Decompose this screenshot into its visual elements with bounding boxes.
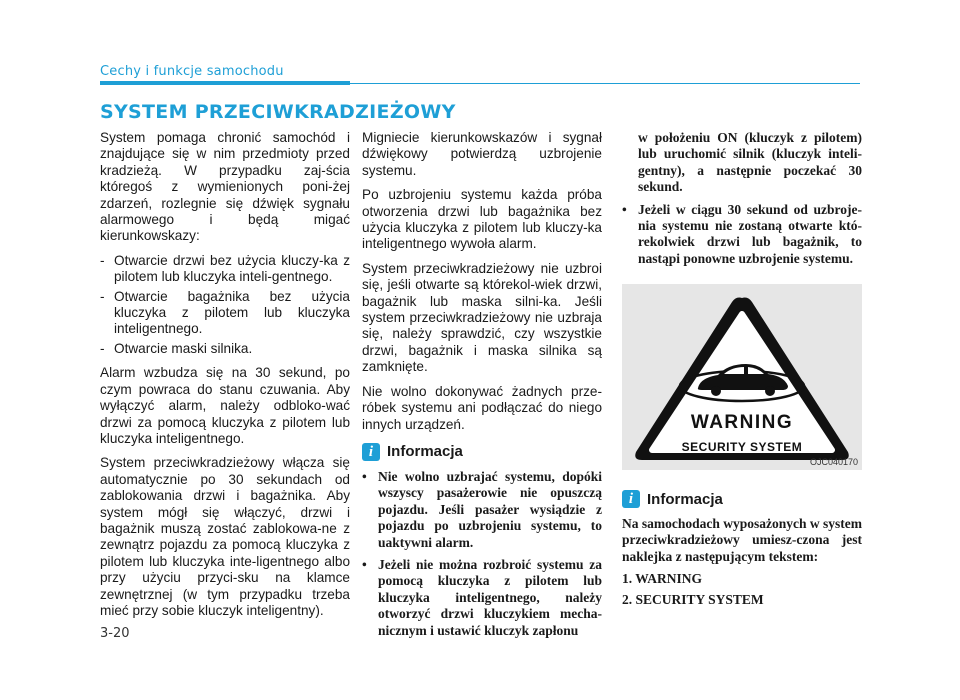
col2-paragraph-2: Po uzbrojeniu systemu każda próba otworzenia drzwi lub bagażnika bez użycia kluczyka z pilotem lub kluczy-ka inteligentnego wywoła alarm. — [362, 187, 602, 252]
dash-item-text: Otwarcie bagażnika bez użycia kluczyka z pilotem lub kluczyka inteligentnego. — [114, 288, 350, 337]
bullet-continuation: w położeniu ON (kluczyk z pilotem) lub uruchomić silnik (kluczyk inteli-gentny), a następnie poczekać 30 sekund. — [638, 130, 862, 195]
info-paragraph: Na samochodach wyposażonych w system przeciwkradzieżowy umiesz-czona jest naklejka z następującym tekstem: — [622, 516, 863, 564]
column-3 — [622, 130, 862, 273]
chapter-bar — [100, 81, 350, 85]
info-bullet: • Jeżeli nie można rozbroić systemu za pomocą kluczyka z pilotem lub kluczyka inteligentnego, należy otworzyć drzwi kluczykiem mecha-nicznym i ustawić kluczyk zapłonu — [362, 556, 602, 638]
col1-paragraph-3: System przeciwkradzieżowy włącza się automatycznie po 30 sekundach od zablokowania drzwi i bagażnika. Aby system mógł się włączyć, drzwi i bagażnik muszą zostać zablokowa-ne z zewnątrz pojazdu za pomocą kluczyka z pilotem lub kluczyka inte-ligentnego albo przy użyciu przyci-sku na klamce zewnętrznej (w tym przypadku trzeba mieć przy sobie kluczyk inteligentny). — [100, 455, 350, 618]
info-icon: i — [362, 443, 380, 461]
chapter-divider — [350, 83, 860, 84]
sticker-security-text: SECURITY SYSTEM — [681, 440, 803, 454]
info-bullet-text: Nie wolno uzbrajać systemu, dopóki wszyscy pasażerowie nie opuszczą pojazdu. Jeśli pasażer wysiądzie z pojazdu po uzbrojeniu systemu, to uaktywni alarm. — [378, 468, 602, 550]
dash-item: - Otwarcie drzwi bez użycia kluczy-ka z pilotem lub kluczyka inteli-gentnego. — [100, 252, 350, 285]
warning-sticker-figure — [622, 284, 862, 470]
column-1 — [100, 130, 350, 627]
info-header — [622, 490, 862, 508]
info-bullet: • Nie wolno uzbrajać systemu, dopóki wszyscy pasażerowie nie opuszczą pojazdu. Jeśli pasażer wysiądzie z pojazdu po uzbrojeniu systemu, to uaktywni alarm. — [362, 468, 602, 550]
col1-paragraph-1: System pomaga chronić samochód i znajdujące się w nim przedmioty przed kradzieżą. W przypadku zaj-ścia któregoś z wymienionych poni-żej zdarzeń, rozlegnie się dźwięk sygnału alarmowego i będą migać kierunkowskazy: — [100, 130, 350, 244]
dash-item-text: Otwarcie maski silnika. — [114, 340, 253, 356]
col2-paragraph-1: Migniecie kierunkowskazów i sygnał dźwiękowy potwierdzą uzbrojenie systemu. — [362, 130, 602, 178]
figure-code: OJC040170 — [809, 457, 858, 467]
sticker-warning-text: WARNING — [690, 412, 794, 433]
col2-paragraph-3: System przeciwkradzieżowy nie uzbroi się, jeśli otwarte są którekol-wiek drzwi, bagażnik lub maska silni-ka. Jeśli system przeciwkradzieżowy nie uzbraja się, należy sprawdzić, czy wszystkie drzwi, bagażnik i maska silnika są zamknięte. — [362, 260, 602, 375]
column-3-lower — [622, 486, 862, 608]
info-bullet-text: Jeżeli nie można rozbroić systemu za pomocą kluczyka z pilotem lub kluczyka inteligentnego, należy otworzyć drzwi kluczykiem mecha-nicznym i ustawić kluczyk zapłonu — [378, 556, 602, 638]
info-header — [362, 443, 602, 461]
chapter-title: Cechy i funkcje samochodu — [100, 64, 284, 79]
dash-item-text: Otwarcie drzwi bez użycia kluczy-ka z pilotem lub kluczyka inteli-gentnego. — [114, 252, 350, 285]
sticker-text-item: 2. SECURITY SYSTEM — [622, 591, 764, 607]
dash-item: - Otwarcie maski silnika. — [100, 340, 253, 356]
info-title: Informacja — [647, 490, 723, 508]
sticker-text-item: 1. WARNING — [622, 571, 703, 587]
section-title: SYSTEM PRZECIWKRADZIEŻOWY — [100, 101, 456, 123]
col1-paragraph-2: Alarm wzbudza się na 30 sekund, po czym powraca do stanu czuwania. Aby wyłączyć alarm, należy odbloko-wać drzwi za pomocą kluczyka z pilotem lub kluczyka inteligentnego. — [100, 365, 350, 446]
column-2 — [362, 130, 602, 645]
dash-item: - Otwarcie bagażnika bez użycia kluczyka z pilotem lub kluczyka inteligentnego. — [100, 288, 350, 337]
info-title: Informacja — [387, 442, 463, 460]
col2-paragraph-4: Nie wolno dokonywać żadnych prze-róbek systemu ani podłączać do niego innych urządzeń. — [362, 383, 602, 432]
info-icon: i — [622, 490, 640, 508]
info-bullet: • Jeżeli w ciągu 30 sekund od uzbroje-nia systemu nie zostaną otwarte któ-rekolwiek drzwi lub bagażnik, to nastąpi ponowne uzbrojenie systemu. — [622, 201, 862, 266]
info-bullet-text: Jeżeli w ciągu 30 sekund od uzbroje-nia systemu nie zostaną otwarte któ-rekolwiek drzwi lub bagażnik, to nastąpi ponowne uzbrojenie systemu. — [638, 201, 862, 266]
page-number: 3-20 — [100, 626, 130, 641]
